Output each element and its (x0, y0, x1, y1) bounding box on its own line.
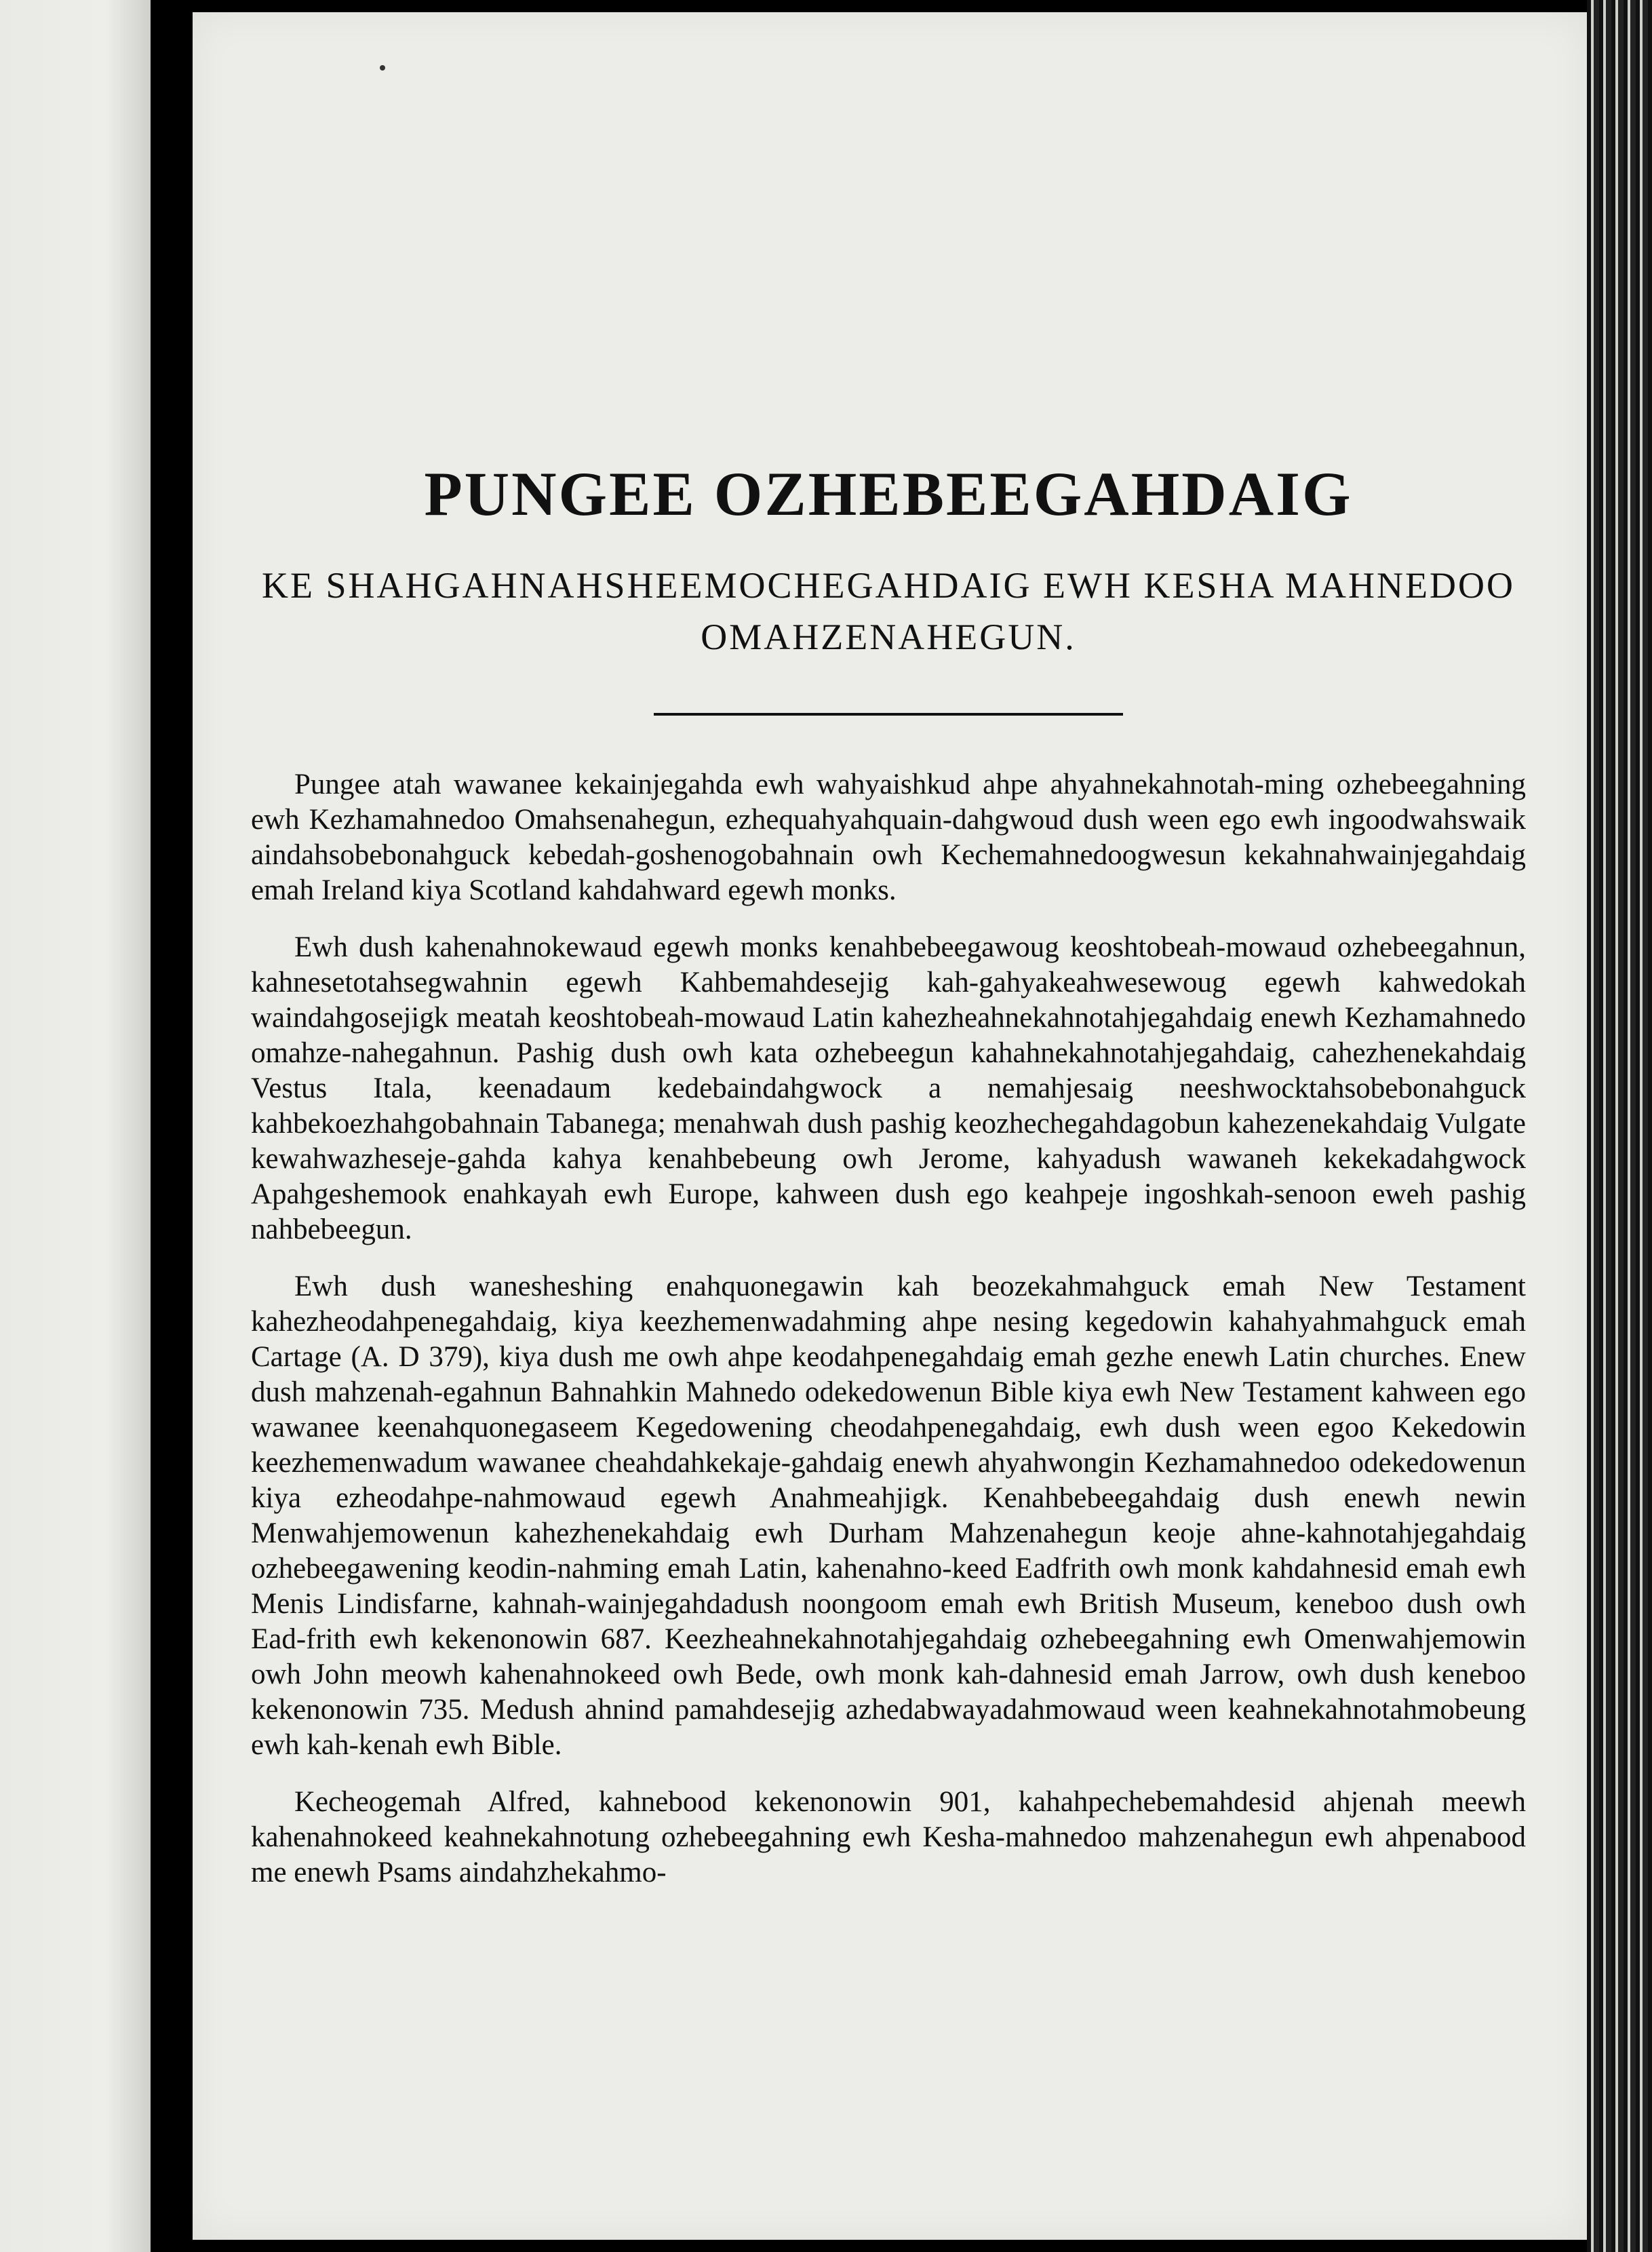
book-gutter (151, 0, 193, 2252)
page-subtitle: KE SHAHGAHNAHSHEEMOCHEGAHDAIG EWH KESHA MAHNEDOO OMAHZENAHEGUN. (262, 565, 1515, 658)
title-divider (654, 713, 1123, 716)
page-title: PUNGEE OZHEBEEGAHDAIG (424, 459, 1353, 528)
page-content (251, 460, 1526, 1912)
paragraph-4: Kecheogemah Alfred, kahnebood kekenonowin 901, kahahpechebemahdesid ahjenah meewh kahenahnokeed keahnekahnotung ozhebeegahning ewh Kesha-mahnedoo mahzenahegun ewh ahpenabood me enewh Psams aindahzhekahmo- (251, 1786, 1526, 1889)
paragraph-2: Ewh dush kahenahnokewaud egewh monks kenahbebeegawoug keoshtobeah-mowaud ozhebeegahnun, kahnesetotahsegwahnin egewh Kahbemahdesejig kah-gahyakeahwesewoug egewh kahwedokah waindahgosejigk meatah keoshtobeah-mowaud Latin kahezheahnekahnotahjegahdaig enewh Kezhamahnedo omahze-nahegahnun. Pashig dush owh kata ozhebeegun kahahnekahnotahjegahdaig, cahezhenekahdaig Vestus Itala, keenadaum kedebaindahgwock a nemahjesaig neeshwocktahsobebonahguck kahbekoezhahgobahnain Tabanega; menahwah dush pashig keozhechegahdagobun kahezenekahdaig Vulgate kewahwazheseje-gahda kahya kenahbebeung owh Jerome, kahyadush wawaneh kekekadahgwock Apahgeshemook enahkayah ewh Europe, kahween dush ego keahpeje ingoshkah-senoon eweh pashig nahbebeegun. (251, 931, 1526, 1246)
left-page-edge (0, 0, 151, 2252)
paragraph-1: Pungee atah wawanee kekainjegahda ewh wahyaishkud ahpe ahyahnekahnotah-ming ozhebeegahning ewh Kezhamahnedoo Omahsenahegun, ezhequahyahquain-dahgwoud dush ween ego ewh ingoodwahswaik aindahsobebonahguck kebedah-goshenogobahnain owh Kechemahnedoogwesun kekahnahwainjegahdaig emah Ireland kiya Scotland kahdahward egewh monks. (251, 769, 1526, 907)
paragraph-3: Ewh dush wanesheshing enahquonegawin kah beozekahmahguck emah New Testament kahezheodahpenegahdaig, kiya keezhemenwadahming ahpe nesing kegedowin kahahyahmahguck emah Cartage (A. D 379), kiya dush me owh ahpe keodahpenegahdaig emah gezhe enewh Latin churches. Enew dush mahzenah-egahnun Bahnahkin Mahnedo odekedowenun Bible kiya ewh New Testament kahween ego wawanee keenahquonegaseem Kegedowening cheodahpenegahdaig, ewh dush ween egoo Kekedowin keezhemenwadum wawanee cheahdahkekaje-gahdaig enewh ahyahwongin Kezhamahnedoo odekedowenun kiya ezheodahpe-nahmowaud egewh Anahmeahjigk. Kenahbebeegahdaig dush enewh newin Menwahjemowenun kahezhenekahdaig ewh Durham Mahzenahegun keoje ahne-kahnotahjegahdaig ozhebeegawening keodin-nahming emah Latin, kahenahno-keed Eadfrith owh monk kahdahnesid emah ewh Menis Lindisfarne, kahnah-wainjegahdadush noongoom emah ewh British Museum, keneboo dush owh Ead-frith ewh kekenonowin 687. Keezheahnekahnotahjegahdaig ozhebeegahning ewh Omenwahjemowin owh John meowh kahenahnokeed owh Bede, owh monk kah-dahnesid emah Jarrow, owh dush keneboo kekenonowin 735. Medush ahnind pamahdesejig azhedabwayadahmowaud ween keahnekahnotahmobeung ewh kah-kenah ewh Bible. (251, 1270, 1526, 1762)
right-page (193, 12, 1587, 2240)
page-stack-edge (1587, 0, 1652, 2252)
ink-speck (380, 65, 385, 71)
